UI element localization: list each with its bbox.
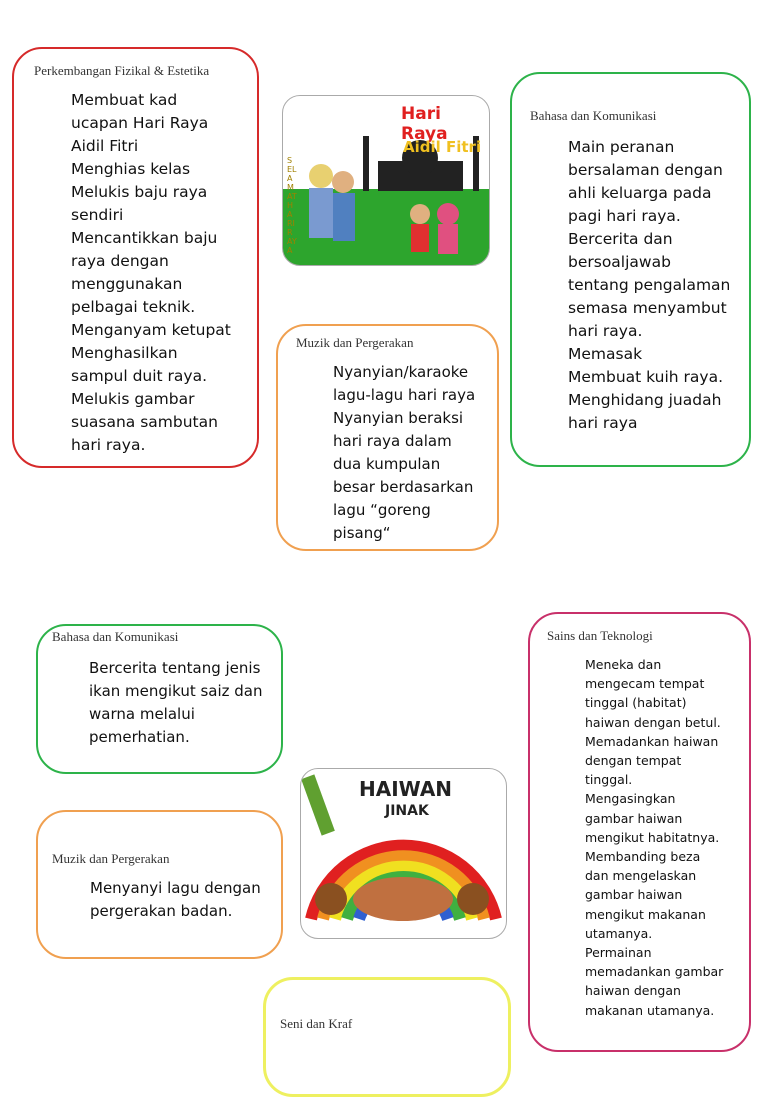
card-body: Menyanyi lagu dengan pergerakan badan. [90,879,261,920]
card-title: Seni dan Kraf [280,1016,353,1031]
card-title: Sains dan Teknologi [547,628,653,643]
card-title: Bahasa dan Komunikasi [52,629,179,644]
card-body: Membuat kad ucapan Hari Raya Aidil Fitri Menghias kelas Melukis baju raya sendiri Mencantikkan baju raya dengan menggunakan pelbagai teknik. Menganyam ketupat Menghasilkan sampul duit raya. Melukis gambar suasana sambutan hari raya. [71,91,231,454]
card-title: Muzik dan Pergerakan [52,851,170,866]
card-body: Nyanyian/karaoke lagu-lagu hari raya Nyanyian beraksi hari raya dalam dua kumpulan besar berdasarkan lagu “goreng pisang“ [333,363,476,542]
side-text: SELAMAT HARI RAYA [287,156,297,255]
hari-raya-subtitle: Aidil Fitri [403,138,482,156]
seni-card [263,977,511,1097]
card-body: Bercerita tentang jenis ikan mengikut saiz dan warna melalui pemerhatian. [89,659,263,746]
haiwan-title: HAIWAN [359,777,453,801]
card-body: Main peranan bersalaman dengan ahli keluarga pada pagi hari raya. Bercerita dan bersoaljawab tentang pengalaman semasa menyambut hari raya. Memasak Membuat kuih raya. Menghidang juadah hari raya [568,138,731,432]
bahasa-card-1 [510,72,751,467]
card-title: Bahasa dan Komunikasi [530,108,657,123]
hari-raya-image [282,95,490,266]
muzik-card-1 [276,324,499,551]
haiwan-jinak-image [300,768,507,939]
haiwan-subtitle: JINAK [385,803,429,819]
hari-raya-title: Hari Raya [401,104,448,144]
bahasa-card-2 [36,624,283,774]
sains-card [528,612,751,1052]
card-body: Meneka dan mengecam tempat tinggal (habitat) haiwan dengan betul. Memadankan haiwan dengan tempat tinggal. Mengasingkan gambar haiwan mengikut habitatnya. Membanding beza dan mengelaskan gambar haiwan mengikut makanan utamanya. Permainan memadankan gambar haiwan dengan makanan utamanya. [585,657,724,1018]
fizikal-card [12,47,259,468]
muzik-card-2 [36,810,283,959]
card-title: Perkembangan Fizikal & Estetika [34,63,210,78]
card-title: Muzik dan Pergerakan [296,335,414,350]
